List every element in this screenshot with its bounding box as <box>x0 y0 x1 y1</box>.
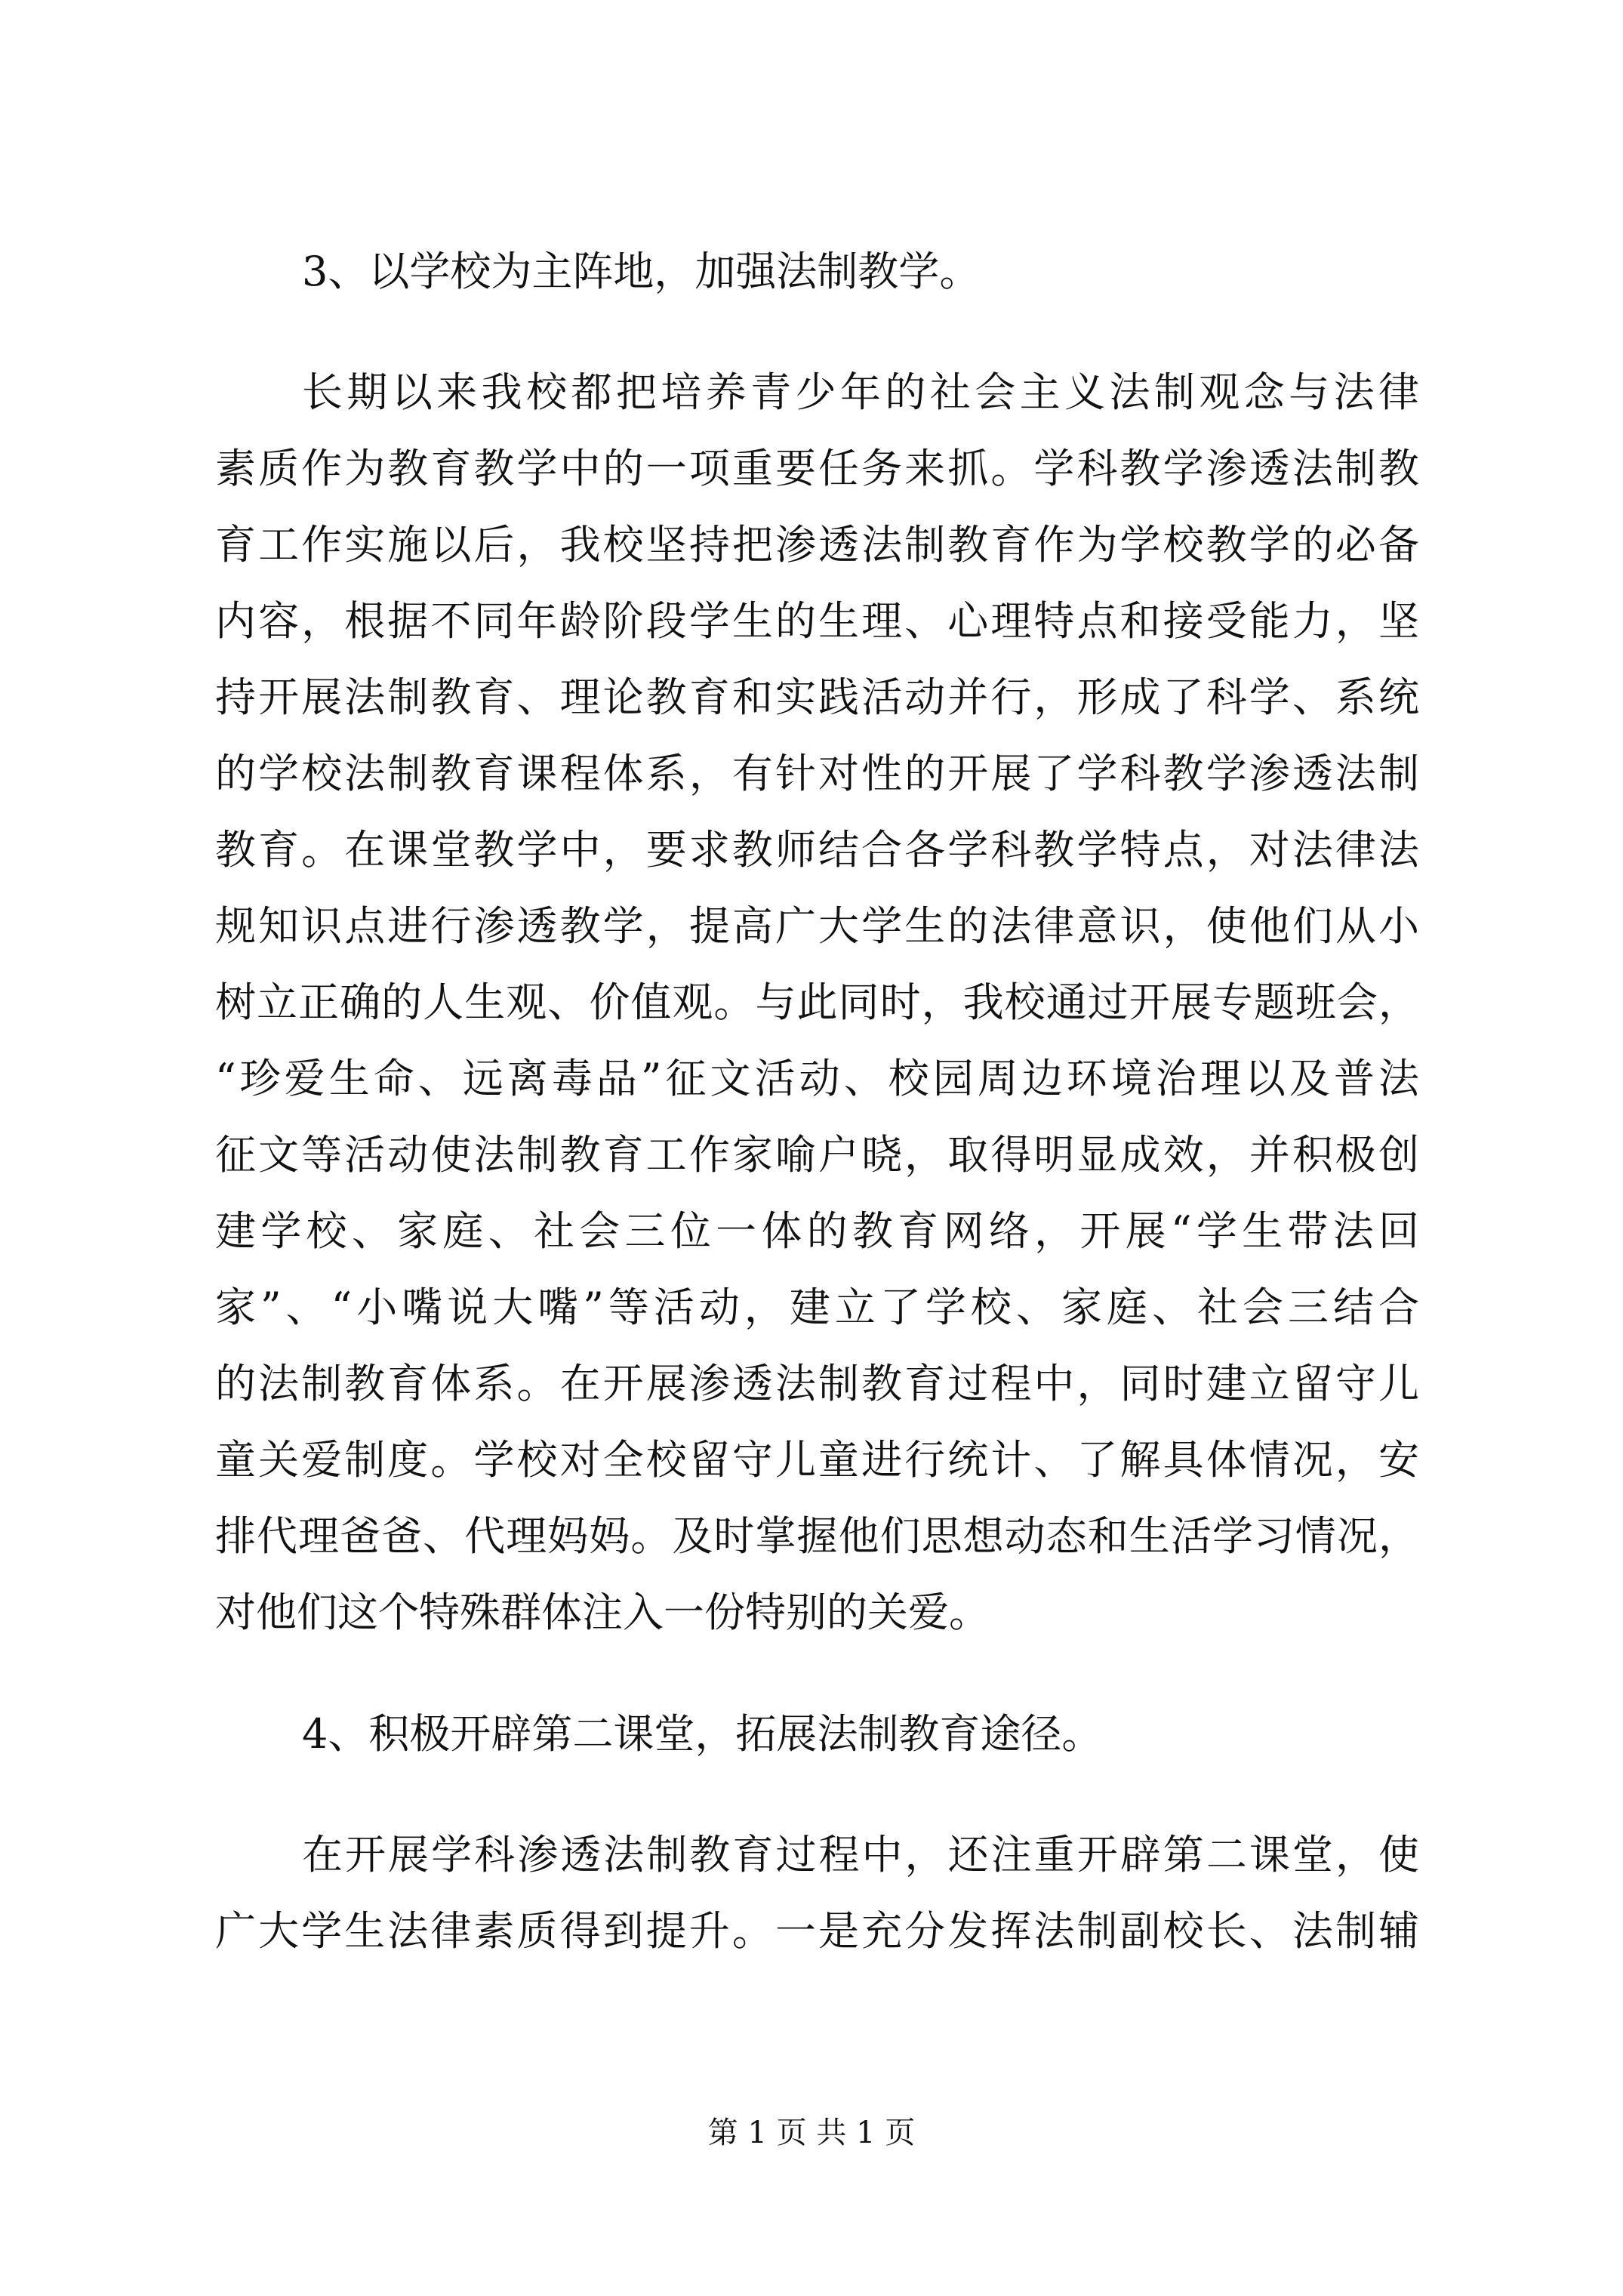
paragraph-line: 规知识点进行渗透教学，提高广大学生的法律意识，使他们从小 <box>215 902 1419 950</box>
heading-4: 4、积极开辟第二课堂，拓展法制教育途径。 <box>302 1710 1103 1758</box>
paragraph-line: 长期以来我校都把培养青少年的社会主义法制观念与法律 <box>302 368 1419 416</box>
paragraph-line: “珍爱生命、远离毒品”征文活动、校园周边环境治理以及普法 <box>215 1055 1419 1102</box>
paragraph-line: 对他们这个特殊群体注入一份特别的关爱。 <box>215 1589 990 1636</box>
page-footer: 第 1 页 共 1 页 <box>707 2116 916 2150</box>
paragraph-line: 家”、“小嘴说大嘴”等活动，建立了学校、家庭、社会三结合 <box>215 1284 1419 1331</box>
paragraph-line: 的法制教育体系。在开展渗透法制教育过程中，同时建立留守儿 <box>215 1360 1419 1407</box>
paragraph-line: 排代理爸爸、代理妈妈。及时掌握他们思想动态和生活学习情况， <box>215 1512 1419 1560</box>
paragraph-line: 素质作为教育教学中的一项重要任务来抓。学科教学渗透法制教 <box>215 445 1419 492</box>
heading-3: 3、以学校为主阵地，加强法制教学。 <box>302 248 981 295</box>
paragraph-line: 持开展法制教育、理论教育和实践活动并行，形成了科学、系统 <box>215 673 1419 721</box>
paragraph-line: 在开展学科渗透法制教育过程中，还注重开辟第二课堂，使 <box>302 1831 1419 1878</box>
paragraph-line: 育工作实施以后，我校坚持把渗透法制教育作为学校教学的必备 <box>215 521 1419 569</box>
paragraph-line: 教育。在课堂教学中，要求教师结合各学科教学特点，对法律法 <box>215 826 1419 874</box>
paragraph-line: 征文等活动使法制教育工作家喻户晓，取得明显成效，并积极创 <box>215 1131 1419 1179</box>
paragraph-line: 童关爱制度。学校对全校留守儿童进行统计、了解具体情况，安 <box>215 1436 1419 1484</box>
paragraph-line: 广大学生法律素质得到提升。一是充分发挥法制副校长、法制辅 <box>215 1907 1419 1955</box>
paragraph-line: 的学校法制教育课程体系，有针对性的开展了学科教学渗透法制 <box>215 750 1419 797</box>
paragraph-line: 树立正确的人生观、价值观。与此同时，我校通过开展专题班会， <box>215 978 1419 1026</box>
paragraph-line: 建学校、家庭、社会三位一体的教育网络，开展“学生带法回 <box>215 1207 1419 1255</box>
paragraph-line: 内容，根据不同年龄阶段学生的生理、心理特点和接受能力，坚 <box>215 597 1419 645</box>
